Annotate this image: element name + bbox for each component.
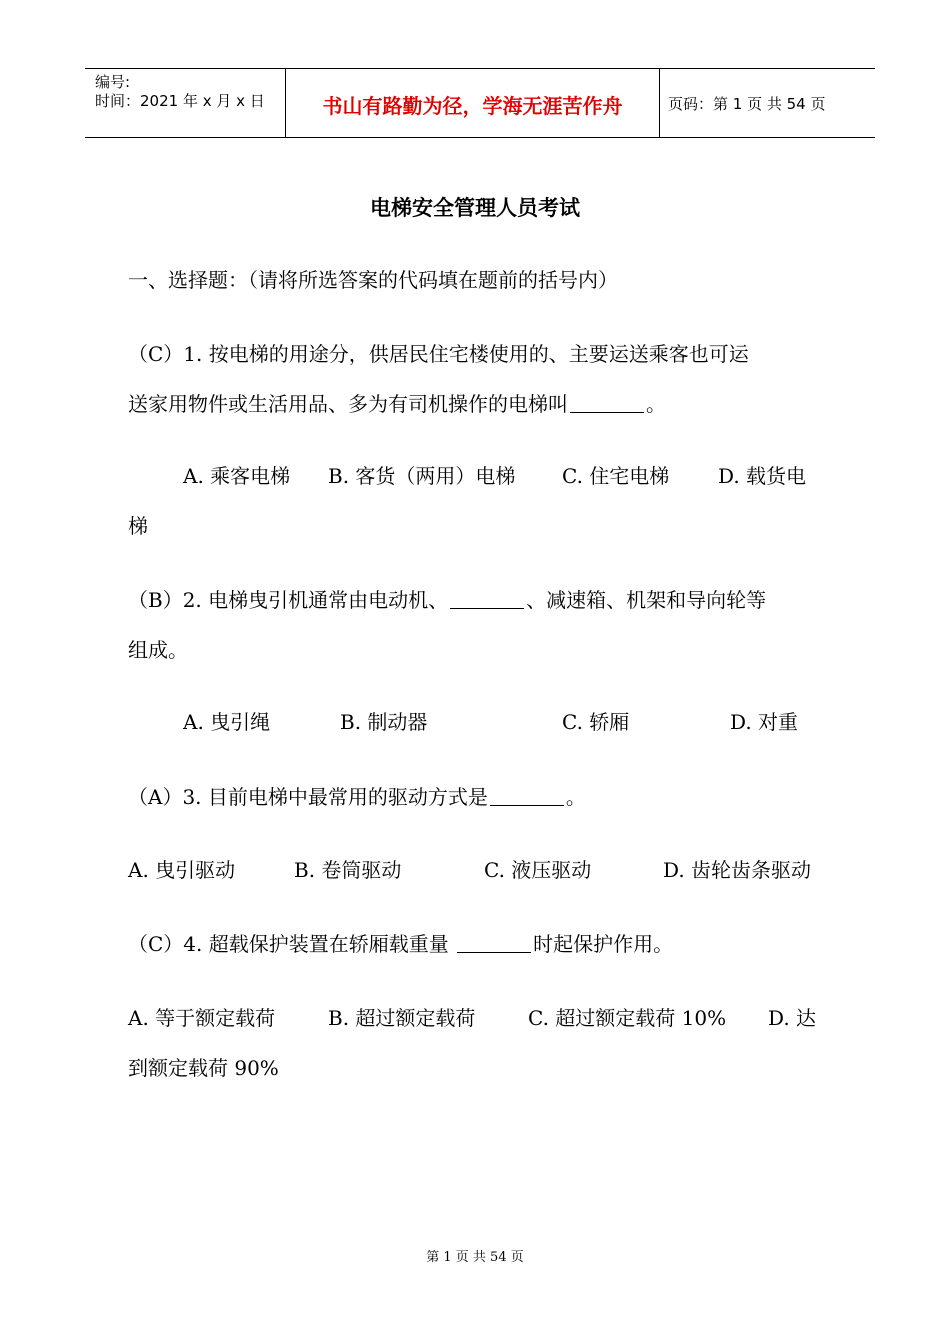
page-info: 页码：第 1 页 共 54 页: [668, 95, 826, 113]
question-3-line-1: [128, 783, 586, 811]
option-4d: D. 达: [768, 1006, 817, 1030]
question-2-text: （B）2. 电梯曳引机通常由电动机、: [128, 588, 449, 612]
option-3d: D. 齿轮齿条驱动: [663, 858, 812, 882]
option-4a: A. 等于额定载荷: [128, 1006, 276, 1030]
answer-blank: [450, 588, 524, 609]
question-1-line-1: （C）1. 按电梯的用途分，供居民住宅楼使用的、主要运送乘客也可运: [128, 342, 749, 366]
header-motto-cell: [285, 69, 660, 137]
option-2a: A. 曳引绳: [183, 710, 271, 734]
page-header: [85, 68, 875, 138]
answer-blank: [570, 392, 644, 413]
header-right-cell: [659, 69, 875, 137]
option-3b: B. 卷筒驱动: [294, 858, 402, 882]
option-4c: C. 超过额定载荷 10%: [528, 1006, 727, 1030]
header-left-cell: [85, 69, 285, 137]
page-footer: 第 1 页 共 54 页: [426, 1250, 524, 1265]
option-4d-wrap: 到额定载荷 90%: [128, 1056, 279, 1080]
option-4b: B. 超过额定载荷: [328, 1006, 476, 1030]
option-2c: C. 轿厢: [562, 710, 630, 734]
answer-blank: [490, 785, 564, 806]
question-2-line-1: [128, 586, 766, 614]
time-label: 时间：2021 年 x 月 x 日: [95, 92, 265, 110]
number-label: 编号:: [95, 73, 131, 91]
page-title: 电梯安全管理人员考试: [370, 196, 580, 220]
question-2-line-2: 组成。: [128, 638, 188, 662]
question-4-line-1: [128, 930, 673, 958]
option-1c: C. 住宅电梯: [562, 464, 670, 488]
option-3a: A. 曳引驱动: [128, 858, 236, 882]
motto-text: 书山有路勤为径，学海无涯苦作舟: [322, 94, 623, 118]
option-1a: A. 乘客电梯: [183, 464, 291, 488]
option-2b: B. 制动器: [340, 710, 428, 734]
option-3c: C. 液压驱动: [484, 858, 592, 882]
option-2d: D. 对重: [730, 710, 799, 734]
question-1-line-2: [128, 390, 666, 418]
question-3-end: 。: [565, 785, 586, 809]
question-1-text: 送家用物件或生活用品、多为有司机操作的电梯叫: [128, 392, 568, 416]
option-1d: D. 载货电: [718, 464, 807, 488]
option-1b: B. 客货（两用）电梯: [328, 464, 516, 488]
answer-blank: [457, 932, 531, 953]
section-heading: 一、选择题：（请将所选答案的代码填在题前的括号内）: [128, 268, 618, 292]
option-1d-wrap: 梯: [128, 514, 148, 538]
question-2-text-after: 、减速箱、机架和导向轮等: [526, 588, 767, 612]
question-3-text: （A）3. 目前电梯中最常用的驱动方式是: [128, 785, 488, 809]
question-4-text: （C）4. 超载保护装置在轿厢载重量: [128, 932, 449, 956]
question-4-text-after: 时起保护作用。: [533, 932, 674, 956]
question-1-end: 。: [646, 392, 666, 416]
